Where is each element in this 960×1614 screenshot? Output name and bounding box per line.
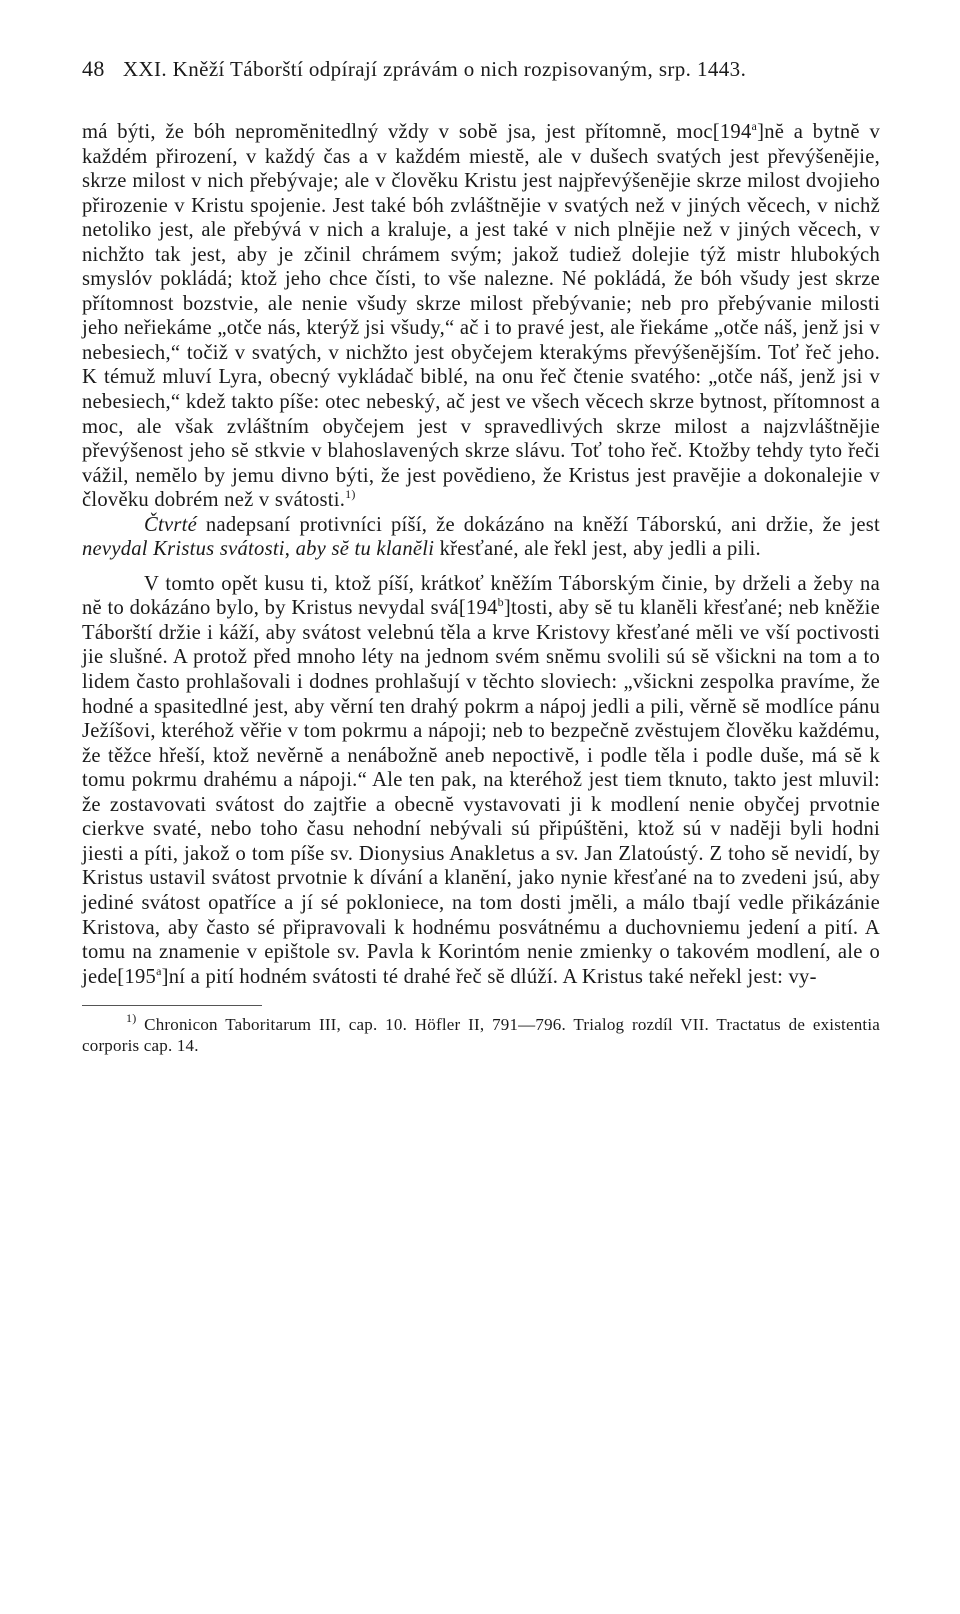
emphasis: aby sĕ tu klanĕli <box>295 538 435 561</box>
running-head <box>82 56 880 82</box>
section-lead-word: Čtvrté <box>144 513 197 536</box>
folio-marker: a <box>156 963 162 978</box>
body-text <box>82 120 880 989</box>
paragraph-1: má býti, že bóh nepromĕnitedlný vždy v sobĕ jsa, jest přítomnĕ, moc[194$^a$]nĕ a bytnĕ v každém přirození, v každý čas a v každém miestĕ, ale v dušech svatých jest převýšenĕjie, skrze milost v nich přebývaje; ale v člověku Kristu jest najpřevýšenĕjie skrze milost dvojieho přirozenie v Kristu spojenie. Jest také bóh zvláštnĕjie v svatých než v jiných věcech, v nichž netoliko jest, ale přebývá v nich a kraluje, a jest také v nich plnĕjie než v jiných věcech, v nichžto tak jest, aby je zčinil chrámem svým; jakož tudiež dolejie týž mistr hlubokých smyslóv pokládá; ktož jeho chce čísti, to vše nalezne. Né pokládá, že bóh všudy jest skrze přítomnost bozstvie, ale nenie všudy skrze milost přebývanie; neb pro přebývanie milosti jeho neřiekáme „otče nás, kterýž jsi všudy,“ ač i to pravé jest, ale řiekáme „otče náš, jenž jsi v nebesiech,“ točiž v svatých, v nichžto jest obyčejem kterakýms převýšenĕjším. Toť řeč jeho. K témuž mluví Lyra, obecný vykládač biblé, na onu řeč čtenie svatého: „otče náš, jenž jsi v nebesiech,“ kdež takto píše: otec nebeský, ač jest ve všech věcech skrze bytnost, přítomnost a moc, ale však zvláštním obyčejem jest v spravedlivých skrze milost a najzvláštnĕjie převýšenost jeho sĕ stkvie v blahoslavených skrze slávu. Toť toho řeč. Ktožby tehdy tyto řeči vážil, nemĕlo by jemu divno býti, že jest povĕdieno, že Kristus jest pravĕjie a dokonalejie v člověku dobrém než v svátosti.$^{1)}$ <box>82 119 881 512</box>
footnote-rule <box>82 1005 262 1006</box>
folio-marker: b <box>497 595 504 610</box>
folio-marker: a <box>751 119 758 133</box>
footnotes <box>82 1011 880 1056</box>
footnote-mark: 1) <box>126 1011 137 1026</box>
footnote-1: $^{1)}$ Chronicon Taboritarum III, cap. 10. Höfler II, 791—796. Trialog rozdíl VII. Tractatus de existentia corporis cap. 14. <box>82 1011 880 1056</box>
page-number: 48 <box>82 56 105 81</box>
paragraph-3: V tomto opět kusu ti, ktož píší, krátkoť kněžím Táborským činie, by drželi a žeby na nĕ to dokázáno bylo, by Kristus nevydal svá[194$^b$]tosti, aby sĕ tu klanĕli křesťané; neb kněžie Táborští držie i káží, aby svátost velebnú těla a krve Kristovy křesťané mĕli ve vší poctivosti jie slušné. A protož před mnoho léty na jednom svém snĕmu svolili sú sĕ všickni na tom a to lidem často prohlašovali i dodnes prohlašují v těchto sloviech: „všickni zespolka pravíme, že hodné a spasitedlné jest, aby věrní ten drahý pokrm a nápoj jedli a pili, věrnĕ sĕ modlíce pánu Ježíšovi, kteréhož věřie v tom pokrmu a nápoji; neb to bezpečnĕ zvĕstujem člověku každému, že těžce hřeší, ktož nevěrnĕ a nenábožnĕ aneb nepoctivĕ, i podle těla i podle duše, má sĕ k tomu pokrmu drahému a nápoji.“ Ale ten pak, na kteréhož jest tiem tknuto, takto jest mluvil: že zostavovati svátost do zajtřie a obecnĕ vystavovati ji k modlení nenie obyčej prvotnie cierkve svaté, nebo toho času nehodní nebývali sú připúštĕni, ktož sú v nadĕji byli hodni jiesti a píti, jakož o tom píše sv. Dionysius Anakletus a sv. Jan Zlatoústý. Z toho sĕ nevidí, by Kristus ustavil svátost prvotnie k dívání a klanĕní, jako nynie křesťané na to zvedeni jsú, aby jediné svátost opatříce a jí sé pokloniece, na tom dosti jmĕli, a málo tbají vedle přikázánie Kristova, aby často sé připravovali k hodnému posvátnému a duchovniemu jedení a pití. A tomu na znamenie v epištole sv. Pavla k Korintóm nenie zmienky o takovém modlení, ale o jede[195$^a$]ní a pití hodném svátosti té drahé řeč sĕ dlúží. A Kristus také neřekl jest: vy- <box>82 572 880 988</box>
paragraph-2: Čtvrté nadepsaní protivníci píší, že dokázáno na kněží Táborskú, ani držie, že jest nevydal Kristus svátosti, aby sĕ tu klanĕli křesťané, ale řekl jest, aby jedli a pili. <box>82 513 880 561</box>
running-title: XXI. Kněží Táborští odpírají zprávám o nich rozpisovaným, srp. 1443. <box>122 57 747 81</box>
footnote-ref: 1) <box>345 487 356 502</box>
emphasis: nevydal Kristus svátosti <box>82 538 285 561</box>
